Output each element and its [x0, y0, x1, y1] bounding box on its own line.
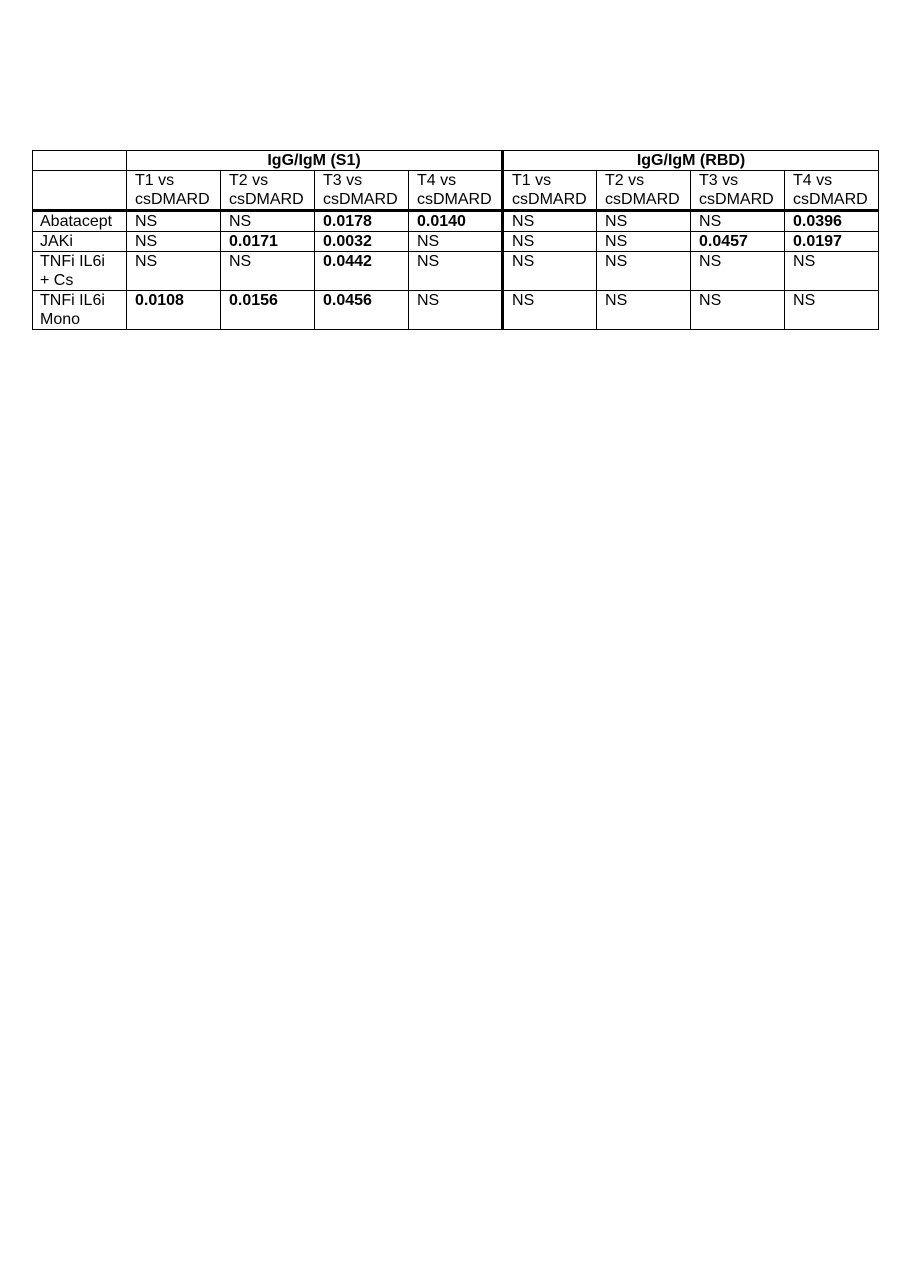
row-label-text: TNFi IL6i: [40, 292, 105, 309]
cell-value: 0.0442: [323, 253, 372, 270]
cell-value: NS: [699, 292, 722, 309]
column-header-cell: [597, 171, 691, 211]
column-header-text: csDMARD: [229, 191, 304, 208]
table-cell: [409, 232, 503, 252]
cell-value: 0.0108: [135, 292, 184, 309]
cell-value: 0.0178: [323, 213, 372, 230]
table-cell: [503, 252, 597, 291]
table-cell: [409, 252, 503, 291]
cell-value: NS: [512, 213, 535, 230]
column-header-text: csDMARD: [605, 191, 680, 208]
table-cell: [785, 252, 879, 291]
table-cell: [221, 252, 315, 291]
cell-value: NS: [699, 213, 722, 230]
table-cell: [221, 232, 315, 252]
cell-value: 0.0396: [793, 213, 842, 230]
group-header-rbd: IgG/IgM (RBD): [503, 151, 879, 171]
group-header-row: [33, 151, 879, 171]
row-label-text: JAKi: [40, 233, 73, 250]
table-cell: [409, 291, 503, 330]
table-cell: [597, 211, 691, 232]
cell-value: NS: [417, 292, 440, 309]
results-table: [32, 150, 879, 330]
column-header-cell: [409, 171, 503, 211]
table-cell: [691, 211, 785, 232]
cell-value: NS: [512, 292, 535, 309]
cell-value: NS: [605, 233, 628, 250]
column-header-text: csDMARD: [699, 191, 774, 208]
column-header-text: csDMARD: [512, 191, 587, 208]
column-header-cell: [785, 171, 879, 211]
row-label-cell: [33, 252, 127, 291]
table-cell: [691, 232, 785, 252]
column-header-cell: [315, 171, 409, 211]
column-header-row: [33, 171, 879, 211]
table-cell: [221, 211, 315, 232]
table-cell: [127, 232, 221, 252]
cell-value: 0.0457: [699, 233, 748, 250]
cell-value: NS: [135, 233, 158, 250]
column-header-text: T2 vs: [229, 172, 269, 189]
cell-value: NS: [417, 253, 440, 270]
cell-value: 0.0456: [323, 292, 372, 309]
cell-value: 0.0171: [229, 233, 278, 250]
cell-value: 0.0156: [229, 292, 278, 309]
table-cell: [597, 232, 691, 252]
table-cell: [785, 291, 879, 330]
cell-value: 0.0140: [417, 213, 466, 230]
table-cell: [315, 211, 409, 232]
table-cell: [691, 252, 785, 291]
table-cell: [127, 252, 221, 291]
table-cell: [503, 211, 597, 232]
table-row: [33, 252, 879, 291]
table-cell: [503, 291, 597, 330]
row-label-text: Mono: [40, 311, 81, 328]
cell-value: NS: [699, 253, 722, 270]
column-header-text: T2 vs: [605, 172, 645, 189]
cell-value: NS: [793, 253, 816, 270]
row-label-text: Abatacept: [40, 213, 113, 230]
row-label-cell: [33, 232, 127, 252]
column-header-cell: [127, 171, 221, 211]
table-cell: [785, 232, 879, 252]
cell-value: NS: [229, 253, 252, 270]
table-cell: [127, 211, 221, 232]
cell-value: NS: [605, 213, 628, 230]
table-cell: [221, 291, 315, 330]
column-header-text: csDMARD: [323, 191, 398, 208]
column-header-cell: [503, 171, 597, 211]
table-row: [33, 211, 879, 232]
row-label-cell: [33, 291, 127, 330]
table-cell: [127, 291, 221, 330]
cell-value: NS: [229, 213, 252, 230]
cell-value: NS: [417, 233, 440, 250]
column-header-cell: [221, 171, 315, 211]
cell-value: NS: [135, 213, 158, 230]
table-cell: [503, 232, 597, 252]
cell-value: NS: [605, 253, 628, 270]
table-cell: [409, 211, 503, 232]
row-label-cell: [33, 211, 127, 232]
group-header-s1: IgG/IgM (S1): [127, 151, 503, 171]
column-header-text: T3 vs: [323, 172, 363, 189]
column-header-text: csDMARD: [417, 191, 492, 208]
row-label-text: + Cs: [40, 272, 74, 289]
cell-value: NS: [512, 253, 535, 270]
column-header-text: T1 vs: [135, 172, 175, 189]
cell-value: NS: [605, 292, 628, 309]
empty-corner-cell: [33, 151, 127, 171]
table-cell: [597, 291, 691, 330]
table-cell: [785, 211, 879, 232]
cell-value: NS: [512, 233, 535, 250]
column-header-text: csDMARD: [793, 191, 868, 208]
table-cell: [315, 232, 409, 252]
column-header-text: T4 vs: [793, 172, 833, 189]
column-header-text: T1 vs: [512, 172, 552, 189]
column-header-text: csDMARD: [135, 191, 210, 208]
table-cell: [691, 291, 785, 330]
table-row: [33, 291, 879, 330]
table-cell: [315, 252, 409, 291]
cell-value: NS: [793, 292, 816, 309]
cell-value: 0.0032: [323, 233, 372, 250]
cell-value: 0.0197: [793, 233, 842, 250]
table-cell: [315, 291, 409, 330]
column-header-text: T3 vs: [699, 172, 739, 189]
column-header-cell: [691, 171, 785, 211]
column-header-text: T4 vs: [417, 172, 457, 189]
table-cell: [597, 252, 691, 291]
cell-value: NS: [135, 253, 158, 270]
row-label-text: TNFi IL6i: [40, 253, 105, 270]
table-row: [33, 232, 879, 252]
empty-label-header-cell: [33, 171, 127, 211]
